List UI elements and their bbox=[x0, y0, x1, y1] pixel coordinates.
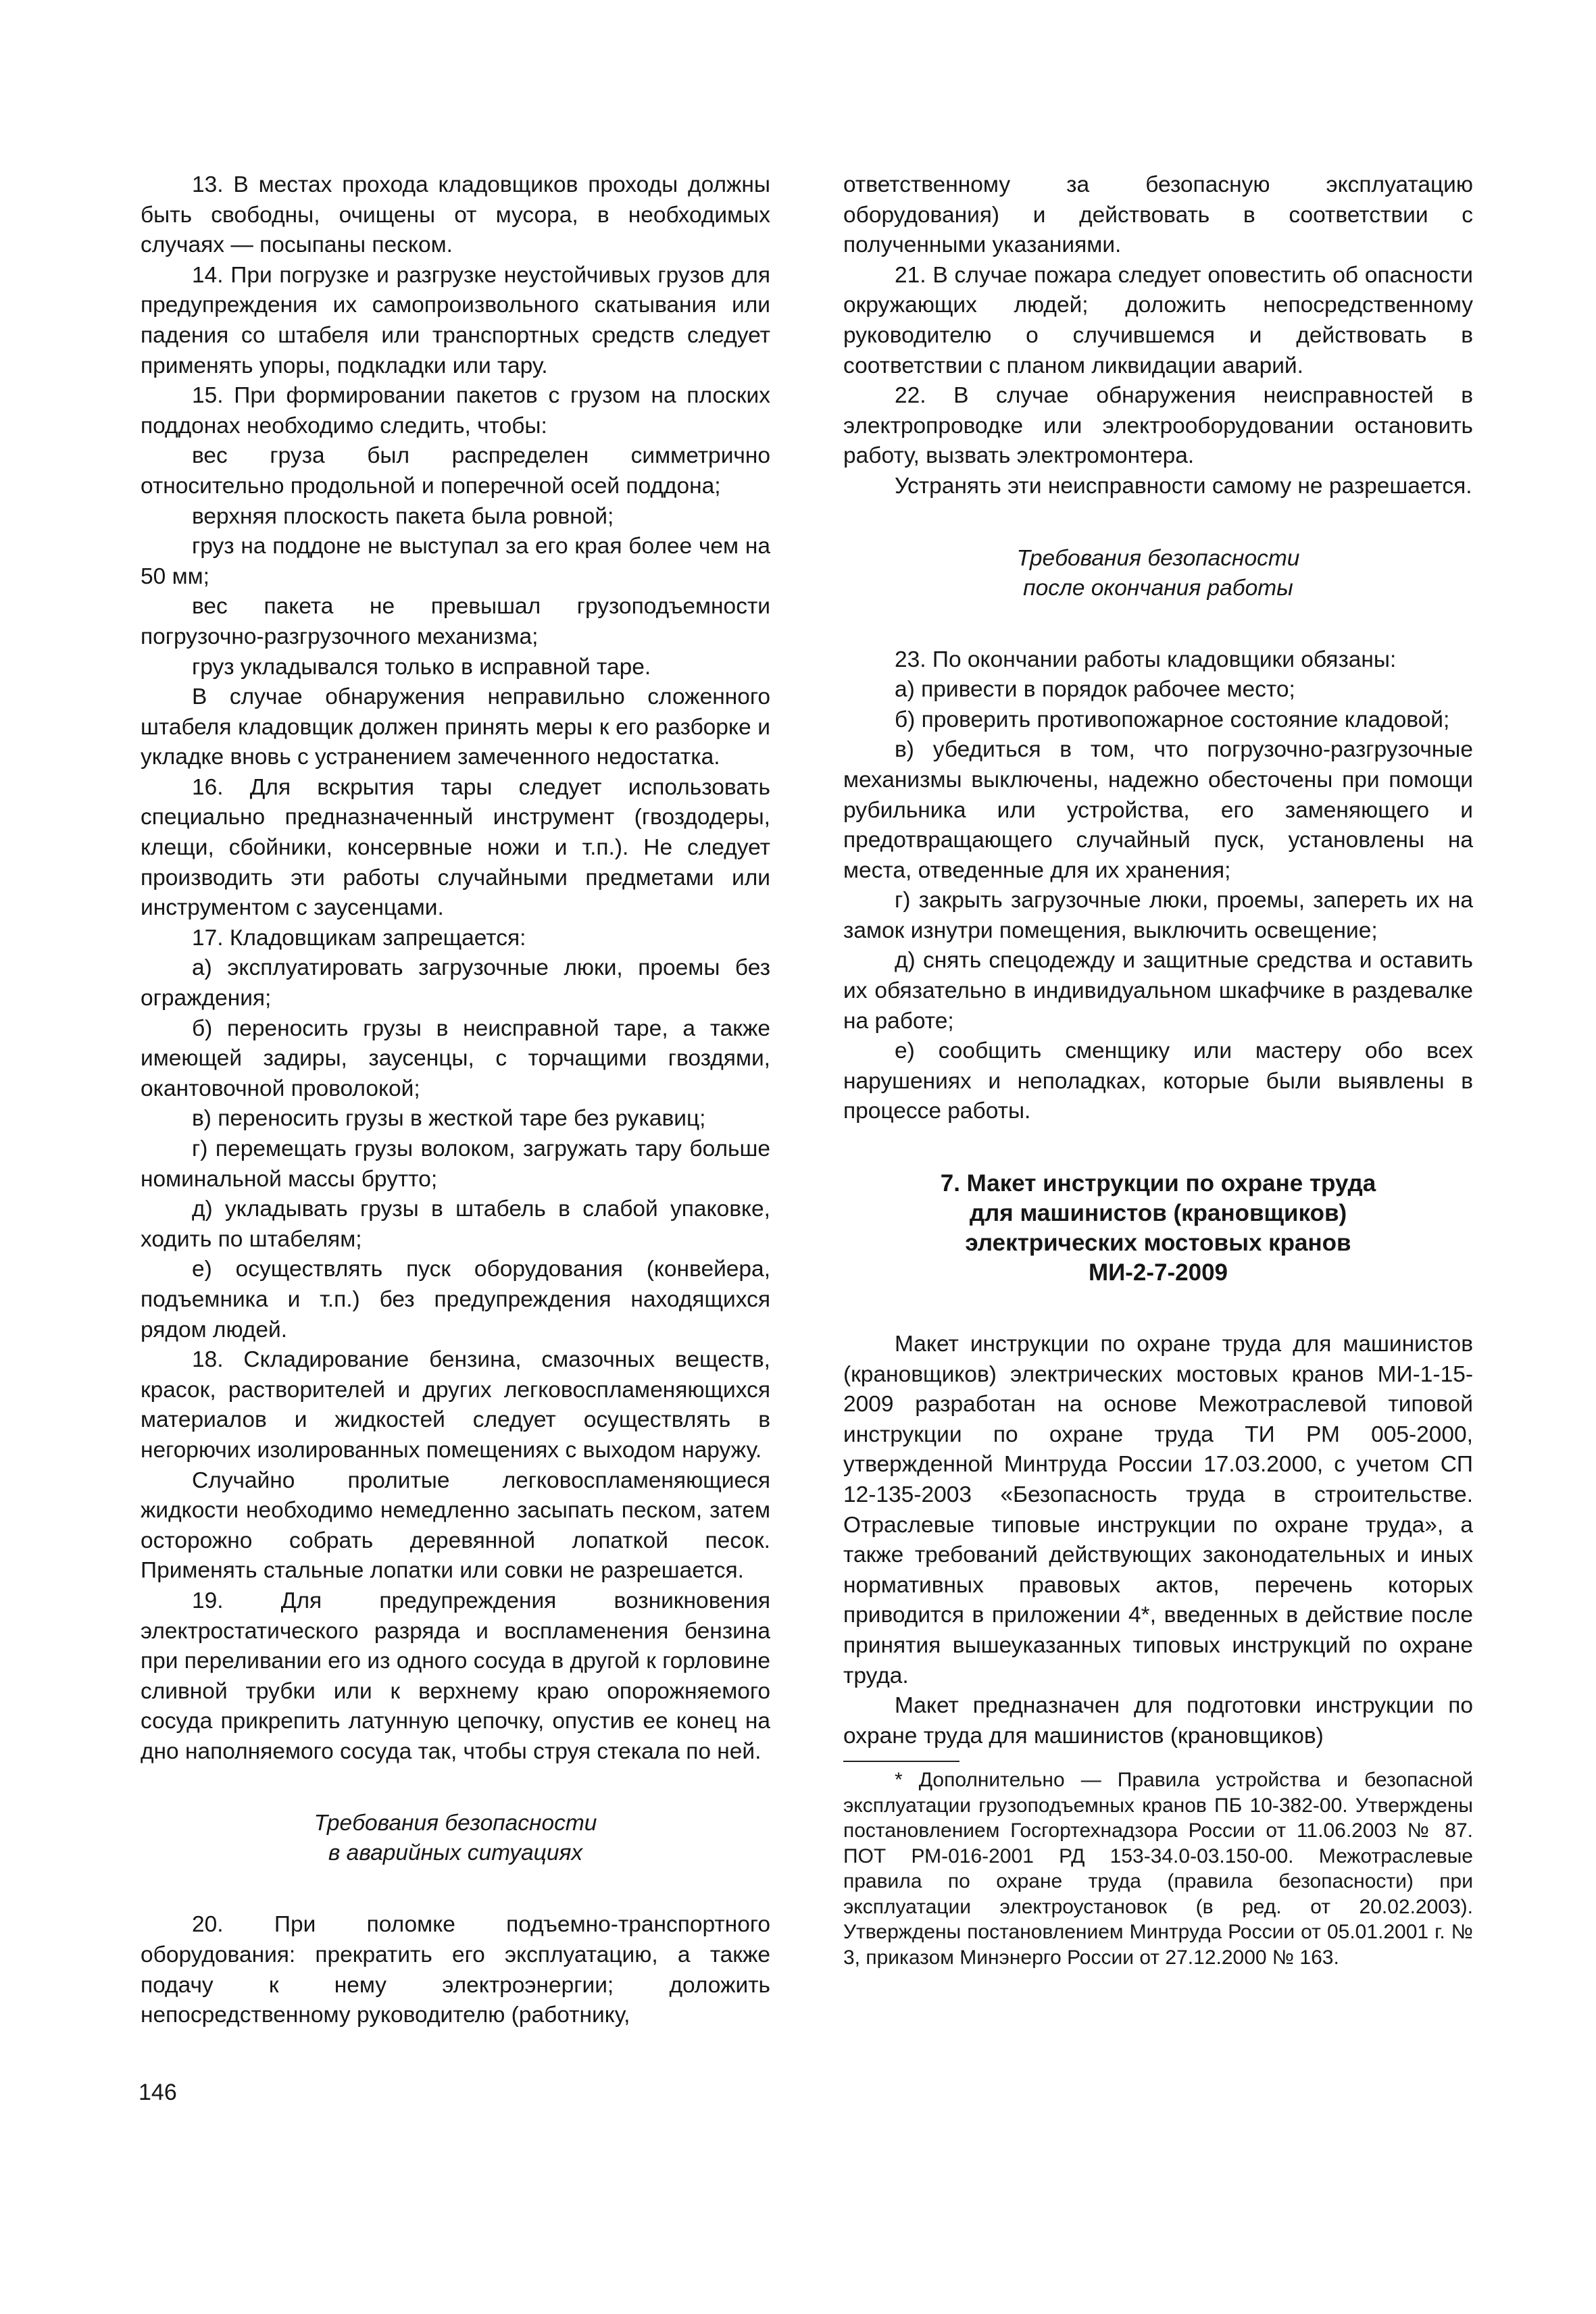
paragraph: в) убедиться в том, что погрузочно-разгрузочные механизмы выключены, надежно обесточены при помощи рубильника или устройства, его заменяющего и предотвращающего случайный пуск, установлены на места, отведенные для их хранения; bbox=[843, 737, 1473, 883]
paragraph: груз на поддоне не выступал за его края более чем на 50 мм; bbox=[141, 534, 770, 589]
spacer bbox=[843, 603, 1473, 645]
paragraph: ответственному за безопасную эксплуатацию оборудования) и действовать в соответствии с полученными указаниями. bbox=[843, 172, 1473, 258]
subsection-heading-line: после окончания работы bbox=[1023, 575, 1293, 601]
paragraph: 13. В местах прохода кладовщиков проходы должны быть свободны, очищены от мусора, в необходимых случаях — посыпаны песком. bbox=[141, 172, 770, 258]
paragraph: г) закрыть загрузочные люки, проемы, запереть их на замок изнутри помещения, выключить освещение; bbox=[843, 888, 1473, 943]
paragraph: 20. При поломке подъемно-транспортного оборудования: прекратить его эксплуатацию, а также подачу к нему электроэнергии; доложить непосредственному руководителю (работнику, bbox=[141, 1912, 770, 2028]
footnote-divider bbox=[843, 1761, 959, 1762]
paragraph: 17. Кладовщикам запрещается: bbox=[192, 925, 526, 951]
subsection-heading-line: Требования безопасности bbox=[314, 1811, 597, 1836]
paragraph: Устранять эти неисправности самому не разрешается. bbox=[895, 473, 1472, 499]
section-title-line: электрических мостовых кранов bbox=[965, 1230, 1351, 1257]
subsection-heading-line: Требования безопасности bbox=[1016, 545, 1300, 571]
paragraph: а) привести в порядок рабочее место; bbox=[895, 677, 1295, 703]
left-column bbox=[141, 170, 770, 2031]
paragraph: Макет инструкции по охране труда для машинистов (крановщиков) электрических мостовых кранов МИ-1-15-2009 разработан на основе Межотраслевой типовой инструкции по охране труда ТИ РМ 005-2000, утвержденной Минтруда России 17.03.2000, с учетом СП 12-135-2003 «Безопасность труда в строительстве. Отраслевые типовые инструкции по охране труда», а также требований действующих законодательных и иных нормативных правовых актов, перечень которых приводится в приложении 4*, введенных в действие после принятия вышеуказанных типовых инструкций по охране труда. bbox=[843, 1332, 1473, 1688]
paragraph: д) укладывать грузы в штабель в слабой упаковке, ходить по штабелям; bbox=[141, 1197, 770, 1252]
paragraph: Случайно пролитые легковоспламеняющиеся жидкости необходимо немедленно засыпать песком, затем осторожно собрать деревянной лопаткой песок. Применять стальные лопатки или совки не разрешается. bbox=[141, 1467, 770, 1584]
paragraph: 19. Для предупреждения возникновения электростатического разряда и воспламенения бензина при переливании его из одного сосуда в другой к горловине сливной трубки или к верхнему краю опорожняемого сосуда прикрепить латунную цепочку, опустив ее конец на дно наполняемого сосуда так, чтобы струя стекала по ней. bbox=[141, 1588, 770, 1764]
paragraph: 21. В случае пожара следует оповестить об опасности окружающих людей; доложить непосредственному руководителю о случившемся и действовать в соответствии с планом ликвидации аварий. bbox=[843, 262, 1473, 378]
section-title-line: МИ-2-7-2009 bbox=[1088, 1259, 1228, 1286]
paragraph: 23. По окончании работы кладовщики обязаны: bbox=[895, 647, 1397, 672]
paragraph: вес пакета не превышал грузоподъемности погрузочно-разгрузочного механизма; bbox=[141, 594, 770, 649]
paragraph: а) эксплуатировать загрузочные люки, проемы без ограждения; bbox=[141, 955, 770, 1011]
section-title-line: 7. Макет инструкции по охране труда bbox=[940, 1170, 1376, 1197]
paragraph: б) переносить грузы в неисправной таре, а также имеющей задиры, заусенцы, с торчащими гвоздями, окантовочной проволокой; bbox=[141, 1015, 770, 1101]
paragraph: вес груза был распределен симметрично относительно продольной и поперечной осей поддона; bbox=[141, 443, 770, 499]
paragraph: 14. При погрузке и разгрузке неустойчивых грузов для предупреждения их самопроизвольного скатывания или падения со штабеля или транспортных средств следует применять упоры, подкладки или тару. bbox=[141, 262, 770, 378]
paragraph: 18. Складирование бензина, смазочных веществ, красок, растворителей и других легковоспламеняющихся материалов и жидкостей следует осуществлять в негорючих изолированных помещениях с выходом наружу. bbox=[141, 1347, 770, 1463]
paragraph: е) сообщить сменщику или мастеру обо всех нарушениях и неполадках, которые были выявлены в процессе работы. bbox=[843, 1038, 1473, 1124]
paragraph: 15. При формировании пакетов с грузом на плоских поддонах необходимо следить, чтобы: bbox=[141, 383, 770, 438]
paragraph: е) осуществлять пуск оборудования (конвейера, подъемника и т.п.) без предупреждения находящихся рядом людей. bbox=[141, 1257, 770, 1342]
paragraph: В случае обнаружения неправильно сложенного штабеля кладовщик должен принять меры к его разборке и укладке вновь с устранением замеченного недостатка. bbox=[141, 684, 770, 770]
paragraph: б) проверить противопожарное состояние кладовой; bbox=[895, 707, 1450, 732]
paragraph: г) перемещать грузы волоком, загружать тару больше номинальной массы брутто; bbox=[141, 1136, 770, 1192]
right-column bbox=[843, 170, 1473, 1970]
footnote: * Дополнительно — Правила устройства и безопасной эксплуатации грузоподъемных кранов ПБ 10-382-00. Утверждены постановлением Госгортехнадзора России от 11.06.2003 № 87. ПОТ РМ-016-2001 РД 153-34.0-03.150-00. Межотраслевые правила по охране труда (правила безопасности) при эксплуатации электроустановок (в ред. от 20.02.2003). Утверждены постановлением Минтруда России от 05.01.2001 г. № 3, приказом Минэнерго России от 27.12.2000 № 163. bbox=[843, 1769, 1473, 1969]
spacer bbox=[843, 1127, 1473, 1169]
spacer bbox=[141, 1767, 770, 1809]
paragraph: д) снять спецодежду и защитные средства и оставить их обязательно в индивидуальном шкафчике в раздевалке на работе; bbox=[843, 948, 1473, 1034]
spacer bbox=[141, 1868, 770, 1910]
subsection-heading-line: в аварийных ситуациях bbox=[328, 1840, 583, 1866]
spacer bbox=[843, 502, 1473, 544]
spacer bbox=[843, 1288, 1473, 1330]
paragraph: груз укладывался только в исправной таре. bbox=[192, 654, 651, 680]
paragraph: 22. В случае обнаружения неисправностей в электропроводке или электрооборудовании остановить работу, вызвать электромонтера. bbox=[843, 383, 1473, 469]
page-number: 146 bbox=[139, 2080, 177, 2105]
paragraph: верхняя плоскость пакета была ровной; bbox=[192, 503, 614, 529]
section-title-line: для машинистов (крановщиков) bbox=[969, 1200, 1347, 1227]
paragraph: Макет предназначен для подготовки инструкции по охране труда для машинистов (крановщиков) bbox=[843, 1693, 1473, 1749]
paragraph: 16. Для вскрытия тары следует использовать специально предназначенный инструмент (гвоздодеры, клещи, сбойники, консервные ножи и т.п.). Не следует производить эти работы случайными предметами или инструментом с заусенцами. bbox=[141, 774, 770, 921]
paragraph: в) переносить грузы в жесткой таре без рукавиц; bbox=[192, 1106, 706, 1132]
